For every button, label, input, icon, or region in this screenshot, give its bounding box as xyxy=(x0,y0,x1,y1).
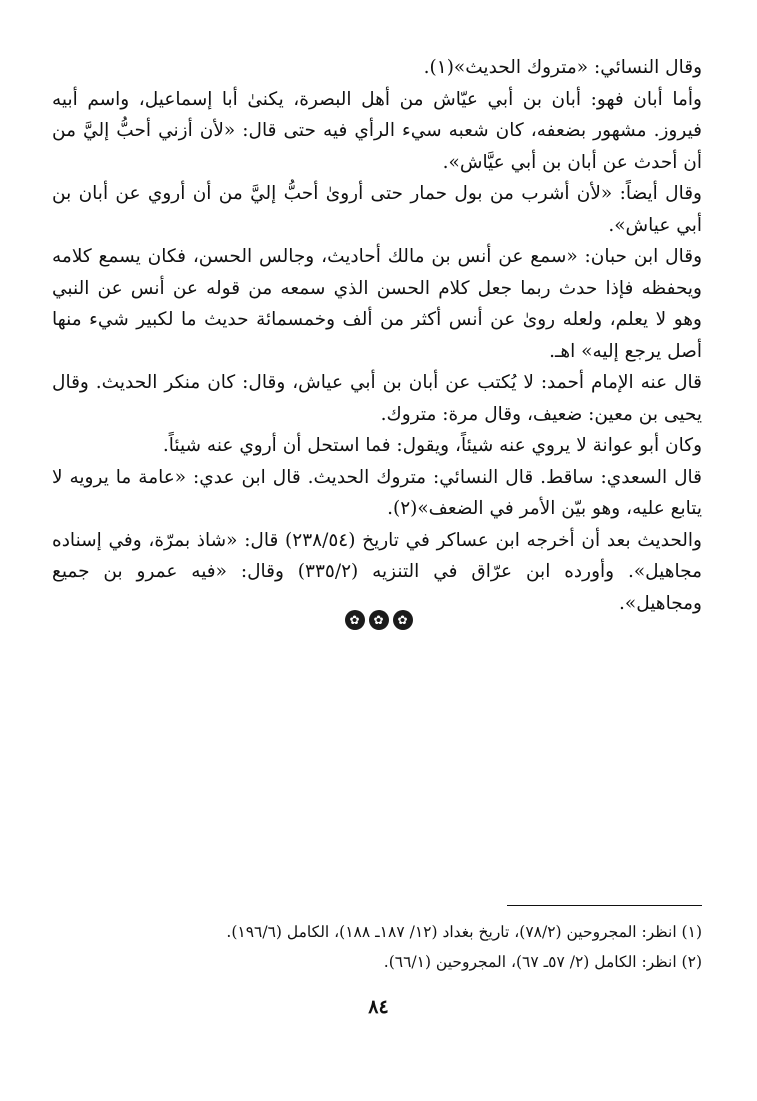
paragraph: والحديث بعد أن أخرجه ابن عساكر في تاريخ (٢٣٨/٥٤) قال: «شاذ بمرّة، وفي إسناده مجاهيل». وأورده ابن عرّاق في التنزيه (٣٣٥/٢) وقال: «فيه عمرو بن جميع ومجاهيل». xyxy=(52,529,702,614)
footnote: (٢) انظر: الكامل (٢/ ٥٧ـ ٦٧)، المجروحين (٦٦/١). xyxy=(383,953,702,971)
section-divider-ornament xyxy=(0,610,757,630)
paragraph: قال عنه الإمام أحمد: لا يُكتب عن أبان بن أبي عياش، وقال: كان منكر الحديث. وقال يحيى بن معين: ضعيف، وقال مرة: متروك. xyxy=(52,372,702,425)
footnote: (١) انظر: المجروحين (٧٨/٢)، تاريخ بغداد (١٢/ ١٨٧ـ ١٨٨)، الكامل (١٩٦/٦). xyxy=(226,923,702,941)
footnote-rule xyxy=(507,905,702,906)
paragraph: وقال ابن حبان: «سمع عن أنس بن مالك أحاديث، وجالس الحسن، فكان يسمع كلامه ويحفظه فإذا حدث ربما جعل كلام الحسن الذي سمعه من قوله عن أنس عن النبي وهو لا يعلم، ولعله روىٰ عن أنس أكثر من ألف وخمسمائة حديث ما لكبير شيء منها أصل يرجع إليه» اهـ. xyxy=(52,246,702,362)
main-text xyxy=(52,52,702,619)
paragraph: وأما أبان فهو: أبان بن أبي عيّاش من أهل البصرة، يكنىٰ أبا إسماعيل، واسم أبيه فيروز. مشهور بضعفه، كان شعبه سيء الرأي فيه حتى قال: «لأن أزني أحبُّ إليَّ من أن أحدث عن أبان بن أبي عيَّاش». xyxy=(52,88,702,173)
paragraph: وقال أيضاً: «لأن أشرب من بول حمار حتى أروىٰ أحبُّ إليَّ من أن أروي عن أبان بن أبي عياش». xyxy=(52,183,702,236)
paragraph: قال السعدي: ساقط. قال النسائي: متروك الحديث. قال ابن عدي: «عامة ما يرويه لا يتابع عليه، وهو بيّن الأمر في الضعف»(٢). xyxy=(52,466,702,519)
paragraph: وقال النسائي: «متروك الحديث»(١). xyxy=(423,57,702,78)
footnotes xyxy=(52,917,702,977)
rosette-icon: ✿ xyxy=(369,610,389,630)
page-number: ٨٤ xyxy=(368,996,389,1018)
rosette-icon: ✿ xyxy=(345,610,365,630)
paragraph: وكان أبو عوانة لا يروي عنه شيئاً، ويقول: فما استحل أن أروي عنه شيئاً. xyxy=(162,435,702,456)
rosette-icon: ✿ xyxy=(393,610,413,630)
